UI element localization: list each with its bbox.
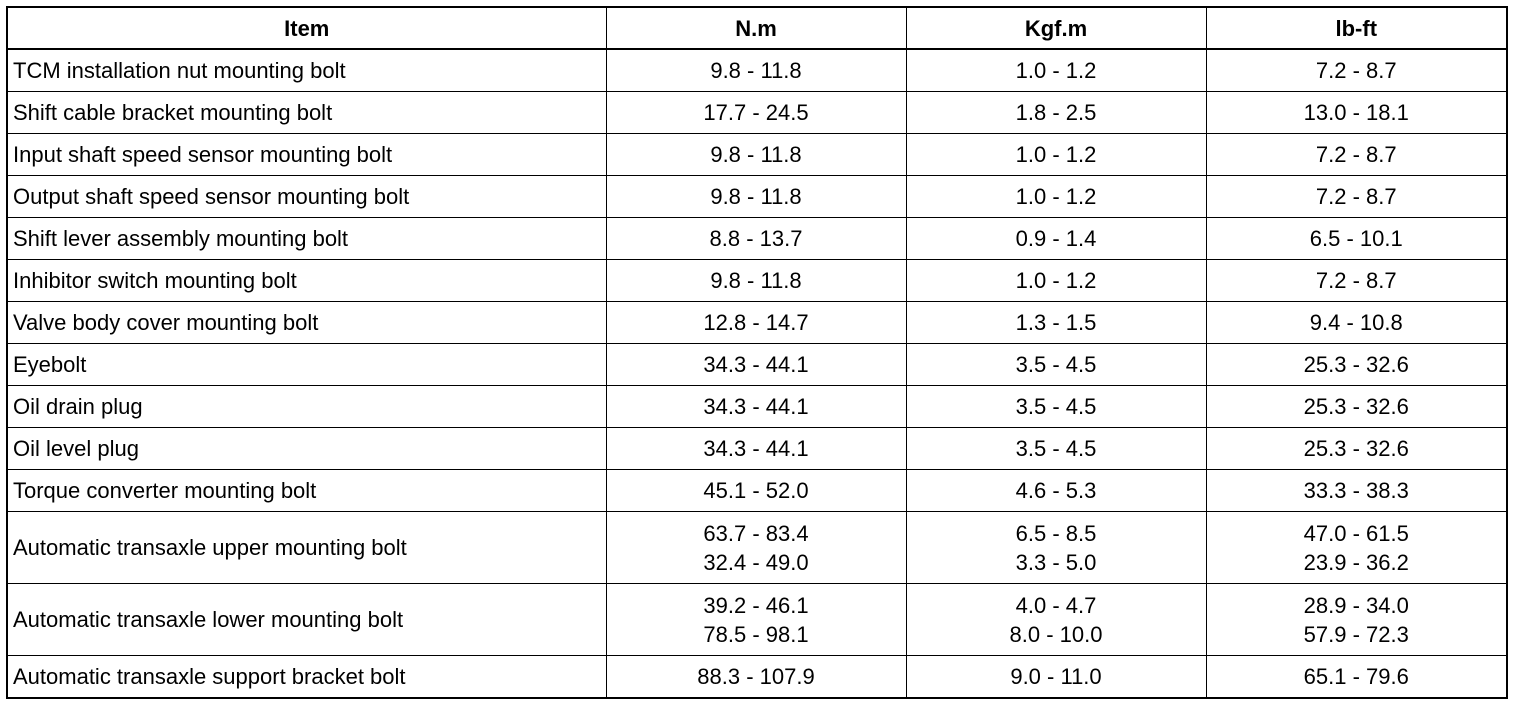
cell-nm-value: 9.8 - 11.8 [710,142,802,167]
cell-nm-value: 8.8 - 13.7 [709,226,803,251]
cell-item: Shift cable bracket mounting bolt [7,92,606,134]
cell-kgf [906,260,1206,302]
cell-lbft [1206,218,1507,260]
cell-kgf [906,344,1206,386]
cell-lbft-value: 47.0 - 61.5 [1303,520,1409,546]
cell-nm-value: 9.8 - 11.8 [710,268,802,293]
cell-lbft-value: 7.2 - 8.7 [1315,268,1397,293]
cell-lbft [1206,584,1507,656]
cell-lbft-value: 9.4 - 10.8 [1309,310,1403,335]
cell-lbft-value: 65.1 - 79.6 [1303,664,1409,689]
cell-nm [606,344,906,386]
cell-nm-value: 34.3 - 44.1 [703,394,809,419]
cell-kgf-value: 8.0 - 10.0 [1009,621,1103,647]
cell-lbft-value: 28.9 - 34.0 [1303,592,1409,618]
table-row [7,49,1507,92]
cell-lbft [1206,428,1507,470]
table-row [7,584,1507,656]
cell-kgf [906,49,1206,92]
cell-kgf-value: 1.0 - 1.2 [1015,184,1097,209]
cell-nm-value: 34.3 - 44.1 [703,436,809,461]
cell-kgf-value: 4.6 - 5.3 [1015,478,1097,503]
table-row [7,428,1507,470]
cell-item: Automatic transaxle lower mounting bolt [7,584,606,656]
cell-item: Shift lever assembly mounting bolt [7,218,606,260]
cell-item: Valve body cover mounting bolt [7,302,606,344]
cell-item: Inhibitor switch mounting bolt [7,260,606,302]
cell-nm-value: 34.3 - 44.1 [703,352,809,377]
cell-lbft [1206,656,1507,699]
cell-nm [606,92,906,134]
cell-kgf [906,656,1206,699]
cell-lbft [1206,49,1507,92]
cell-lbft-value: 23.9 - 36.2 [1303,549,1409,575]
table-body [7,49,1507,698]
cell-nm [606,386,906,428]
table-row [7,302,1507,344]
table-row [7,176,1507,218]
cell-lbft-value: 7.2 - 8.7 [1315,58,1397,83]
cell-nm-value: 9.8 - 11.8 [710,184,802,209]
cell-lbft [1206,134,1507,176]
table-header-row [7,7,1507,49]
cell-nm [606,218,906,260]
cell-nm-value: 32.4 - 49.0 [703,549,809,575]
cell-kgf [906,218,1206,260]
cell-lbft-value: 33.3 - 38.3 [1303,478,1409,503]
cell-item: Automatic transaxle upper mounting bolt [7,512,606,584]
cell-nm [606,134,906,176]
table-row [7,344,1507,386]
table-row [7,470,1507,512]
table-row [7,92,1507,134]
cell-lbft [1206,302,1507,344]
cell-kgf [906,386,1206,428]
cell-lbft-value: 57.9 - 72.3 [1303,621,1409,647]
cell-kgf-value: 9.0 - 11.0 [1010,664,1102,689]
cell-item: TCM installation nut mounting bolt [7,49,606,92]
cell-lbft-value: 13.0 - 18.1 [1303,100,1409,125]
table-row [7,260,1507,302]
cell-kgf [906,512,1206,584]
cell-nm [606,470,906,512]
cell-nm [606,428,906,470]
cell-lbft [1206,260,1507,302]
cell-kgf-value: 1.3 - 1.5 [1015,310,1097,335]
cell-lbft-value: 7.2 - 8.7 [1315,142,1397,167]
cell-nm-value: 17.7 - 24.5 [703,100,809,125]
cell-item: Automatic transaxle support bracket bolt [7,656,606,699]
header-kgf: Kgf.m [906,7,1206,49]
cell-item: Input shaft speed sensor mounting bolt [7,134,606,176]
cell-lbft-value: 25.3 - 32.6 [1303,436,1409,461]
cell-nm [606,302,906,344]
cell-item: Torque converter mounting bolt [7,470,606,512]
cell-kgf [906,176,1206,218]
cell-lbft [1206,92,1507,134]
cell-nm-value: 88.3 - 107.9 [697,664,815,689]
cell-nm-value: 45.1 - 52.0 [703,478,809,503]
header-nm: N.m [606,7,906,49]
cell-lbft [1206,512,1507,584]
cell-lbft [1206,176,1507,218]
cell-kgf-value: 1.0 - 1.2 [1015,58,1097,83]
cell-kgf [906,92,1206,134]
cell-item: Oil level plug [7,428,606,470]
cell-item: Output shaft speed sensor mounting bolt [7,176,606,218]
cell-kgf-value: 0.9 - 1.4 [1015,226,1097,251]
table-row [7,134,1507,176]
cell-lbft [1206,470,1507,512]
cell-nm-value: 39.2 - 46.1 [703,592,809,618]
cell-nm-value: 63.7 - 83.4 [703,520,809,546]
cell-lbft-value: 25.3 - 32.6 [1303,352,1409,377]
cell-lbft [1206,386,1507,428]
cell-kgf-value: 3.5 - 4.5 [1015,436,1097,461]
cell-kgf-value: 3.3 - 5.0 [1015,549,1097,575]
cell-kgf [906,470,1206,512]
cell-lbft-value: 6.5 - 10.1 [1309,226,1403,251]
cell-kgf [906,428,1206,470]
cell-kgf-value: 3.5 - 4.5 [1015,352,1097,377]
cell-kgf-value: 6.5 - 8.5 [1015,520,1097,546]
header-item: Item [7,7,606,49]
cell-kgf [906,134,1206,176]
cell-item: Oil drain plug [7,386,606,428]
cell-nm [606,512,906,584]
table-row [7,386,1507,428]
cell-lbft [1206,344,1507,386]
cell-nm-value: 12.8 - 14.7 [703,310,809,335]
torque-spec-table [6,6,1508,699]
table-row [7,512,1507,584]
cell-kgf-value: 3.5 - 4.5 [1015,394,1097,419]
table-row [7,218,1507,260]
cell-kgf-value: 4.0 - 4.7 [1015,592,1097,618]
cell-nm [606,260,906,302]
table-row [7,656,1507,699]
cell-nm [606,584,906,656]
cell-kgf-value: 1.0 - 1.2 [1015,142,1097,167]
header-lbft: lb-ft [1206,7,1507,49]
cell-nm-value: 78.5 - 98.1 [703,621,809,647]
cell-kgf [906,584,1206,656]
cell-lbft-value: 7.2 - 8.7 [1315,184,1397,209]
cell-kgf-value: 1.0 - 1.2 [1015,268,1097,293]
cell-nm-value: 9.8 - 11.8 [710,58,802,83]
cell-nm [606,176,906,218]
cell-kgf [906,302,1206,344]
cell-nm [606,49,906,92]
cell-lbft-value: 25.3 - 32.6 [1303,394,1409,419]
cell-kgf-value: 1.8 - 2.5 [1015,100,1097,125]
cell-item: Eyebolt [7,344,606,386]
cell-nm [606,656,906,699]
